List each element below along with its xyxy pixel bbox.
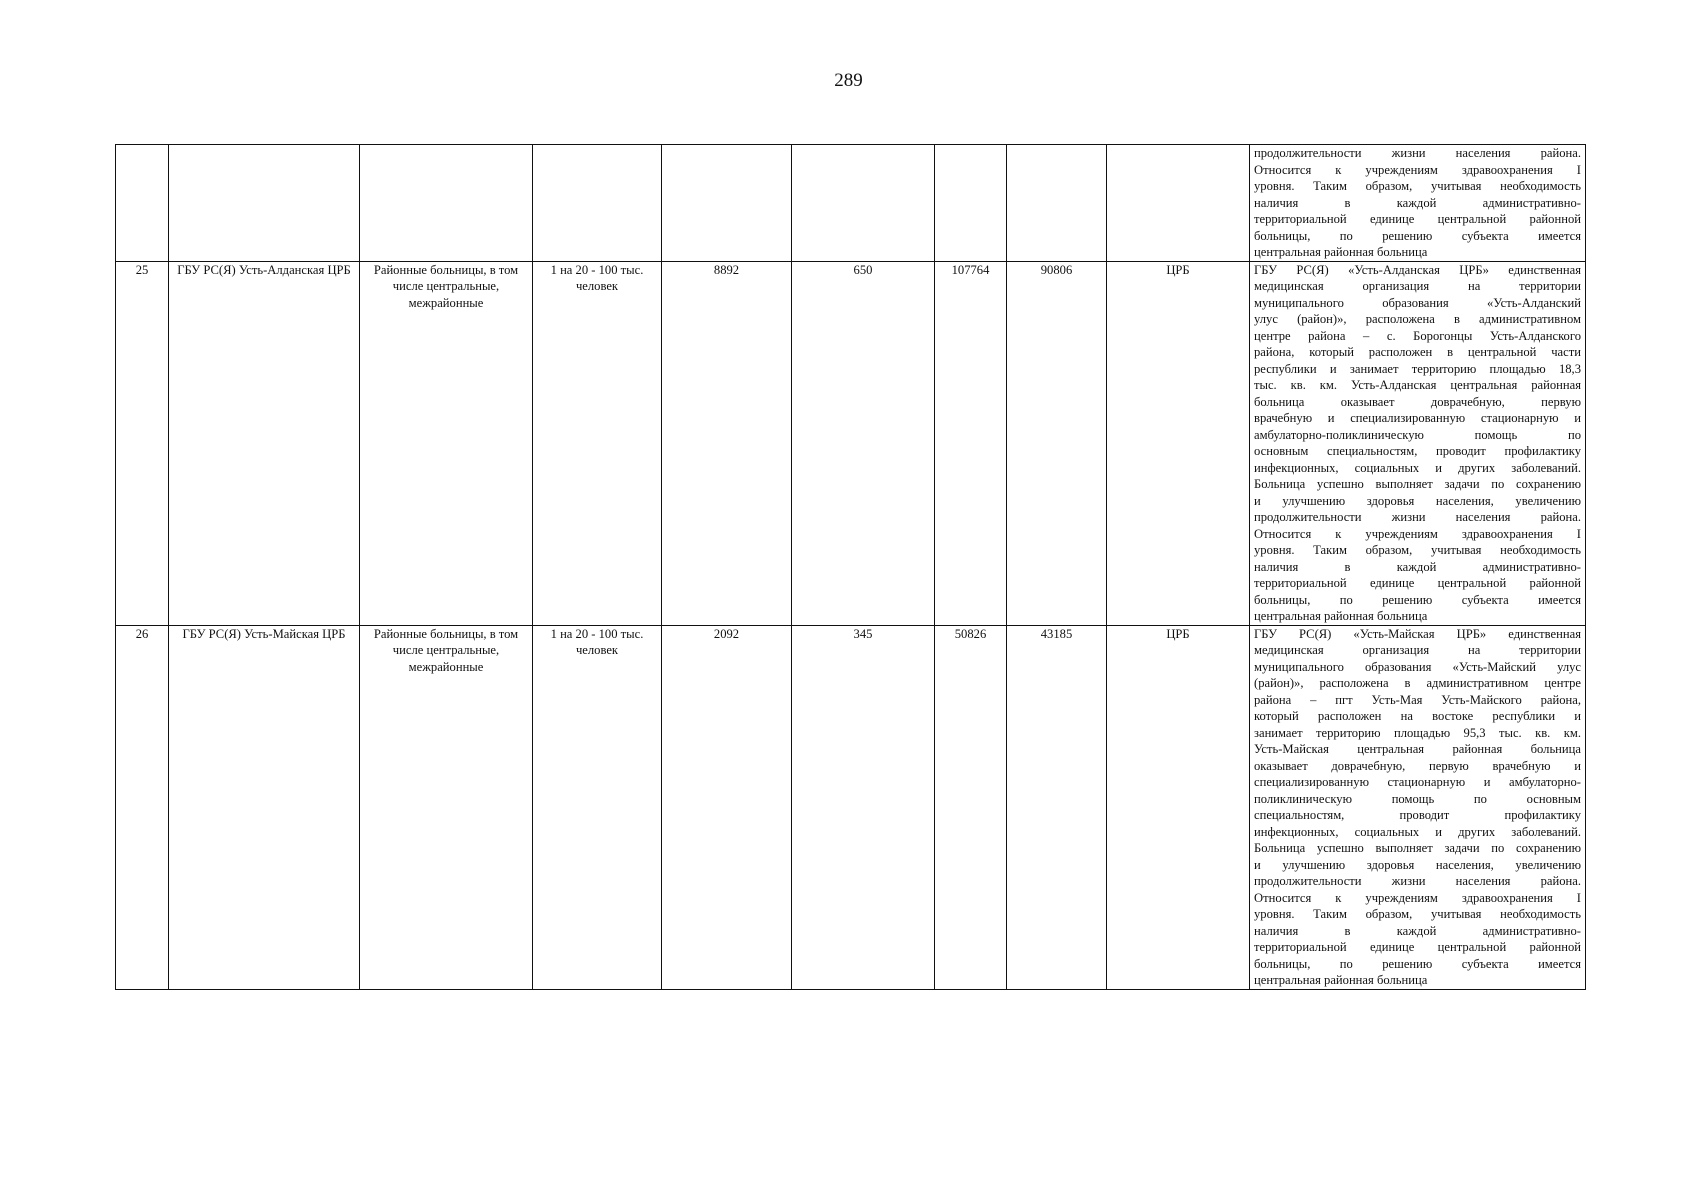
institution-name: ГБУ РС(Я) Усть-Майская ЦРБ [169,625,360,989]
description-line: Относится к учреждениям здравоохранения I [1254,526,1581,541]
description-line: продолжительности жизни населения района. [1254,874,1581,888]
hospital-table [115,144,1586,990]
description-line: и улучшению здоровья населения, увеличению [1254,493,1581,508]
category: ЦРБ [1107,625,1250,989]
description-line: медицинская организация на территории [1254,643,1581,657]
description-line: муниципального образования «Усть-Алданский [1254,295,1581,310]
description-line: больницы, по решению субъекта имеется [1254,592,1581,607]
norm: 1 на 20 - 100 тыс. человек [533,261,662,625]
description-line: территориальной единице центральной районной [1254,940,1581,954]
description-line: Относится к учреждениям здравоохранения I [1254,890,1581,905]
hospital-type: Районные больницы, в том числе центральные, межрайонные [360,625,533,989]
description-line: Больница успешно выполняет задачи по сохранению [1254,841,1581,855]
description-line: центральная районная больница [1254,245,1428,259]
description-line: и улучшению здоровья населения, увеличению [1254,857,1581,872]
description-line: (район)», расположена в административном центре [1254,676,1581,690]
description-line: амбулаторно-поликлиническую помощь по [1254,427,1581,442]
category: ЦРБ [1107,261,1250,625]
value-1: 2092 [662,625,792,989]
continuation-row [116,145,1586,262]
description-line: Усть-Майская центральная районная больница [1254,742,1581,756]
description-line: наличия в каждой административно- [1254,923,1581,938]
description-line: продолжительности жизни населения района. [1254,510,1581,524]
description-line: больницы, по решению субъекта имеется [1254,956,1581,971]
description-line: ГБУ РС(Я) «Усть-Алданская ЦРБ» единственная [1254,262,1581,277]
description-line: специализированную стационарную и амбулаторно- [1254,775,1581,789]
hospital-type: Районные больницы, в том числе центральные, межрайонные [360,261,533,625]
description-line: занимает территорию площадью 95,3 тыс. кв. км. [1254,725,1581,740]
description-line: наличия в каждой административно- [1254,559,1581,574]
description-line: уровня. Таким образом, учитывая необходимость [1254,907,1581,921]
description-line: улус (район)», расположена в административном [1254,312,1581,326]
description-line: центре района – с. Борогонцы Усть-Алданского [1254,328,1581,343]
description-line: уровня. Таким образом, учитывая необходимость [1254,543,1581,557]
value-2: 345 [792,625,935,989]
description-line: медицинская организация на территории [1254,279,1581,293]
description-line: поликлиническую помощь по основным [1254,791,1581,806]
value-1: 8892 [662,261,792,625]
description-line: больницы, по решению субъекта имеется [1254,228,1581,243]
description-line: республики и занимает территорию площадью 18,3 [1254,361,1581,376]
description-line: который расположен на востоке республики и [1254,709,1581,723]
description-line: оказывает доврачебную, первую врачебную и [1254,758,1581,773]
value-3: 107764 [935,261,1007,625]
description-line: центральная районная больница [1254,973,1428,987]
description-line: наличия в каждой административно- [1254,195,1581,210]
description-line: специальностям, проводит профилактику [1254,808,1581,822]
table-row-26 [116,625,1586,989]
value-4: 90806 [1007,261,1107,625]
description-line: Больница успешно выполняет задачи по сохранению [1254,477,1581,491]
description-line: территориальной единице центральной районной [1254,576,1581,590]
table-row-25 [116,261,1586,625]
institution-name: ГБУ РС(Я) Усть-Алданская ЦРБ [169,261,360,625]
page-number: 289 [834,70,863,91]
description-line: территориальной единице центральной районной [1254,212,1581,226]
description-cell [1250,145,1586,262]
value-4: 43185 [1007,625,1107,989]
description-line: врачебную и специализированную стационарную и [1254,411,1581,425]
description-cell [1250,625,1586,989]
description-line: продолжительности жизни населения района. [1254,146,1581,160]
description-cell [1250,261,1586,625]
description-line: центральная районная больница [1254,609,1428,623]
description-line: муниципального образования «Усть-Майский улус [1254,659,1581,674]
description-line: района, который расположен в центральной части [1254,345,1581,359]
norm: 1 на 20 - 100 тыс. человек [533,625,662,989]
description-line: уровня. Таким образом, учитывая необходимость [1254,179,1581,193]
row-number: 26 [116,625,169,989]
description-line: тыс. кв. км. Усть-Алданская центральная районная [1254,378,1581,392]
description-line: Относится к учреждениям здравоохранения I [1254,162,1581,177]
description-line: ГБУ РС(Я) «Усть-Майская ЦРБ» единственная [1254,626,1581,641]
description-line: инфекционных, социальных и других заболеваний. [1254,460,1581,475]
description-line: инфекционных, социальных и других заболеваний. [1254,824,1581,839]
value-2: 650 [792,261,935,625]
description-line: района – пгт Усть-Мая Усть-Майского района, [1254,692,1581,707]
value-3: 50826 [935,625,1007,989]
description-line: основным специальностям, проводит профилактику [1254,444,1581,458]
description-line: больница оказывает доврачебную, первую [1254,394,1581,409]
row-number: 25 [116,261,169,625]
